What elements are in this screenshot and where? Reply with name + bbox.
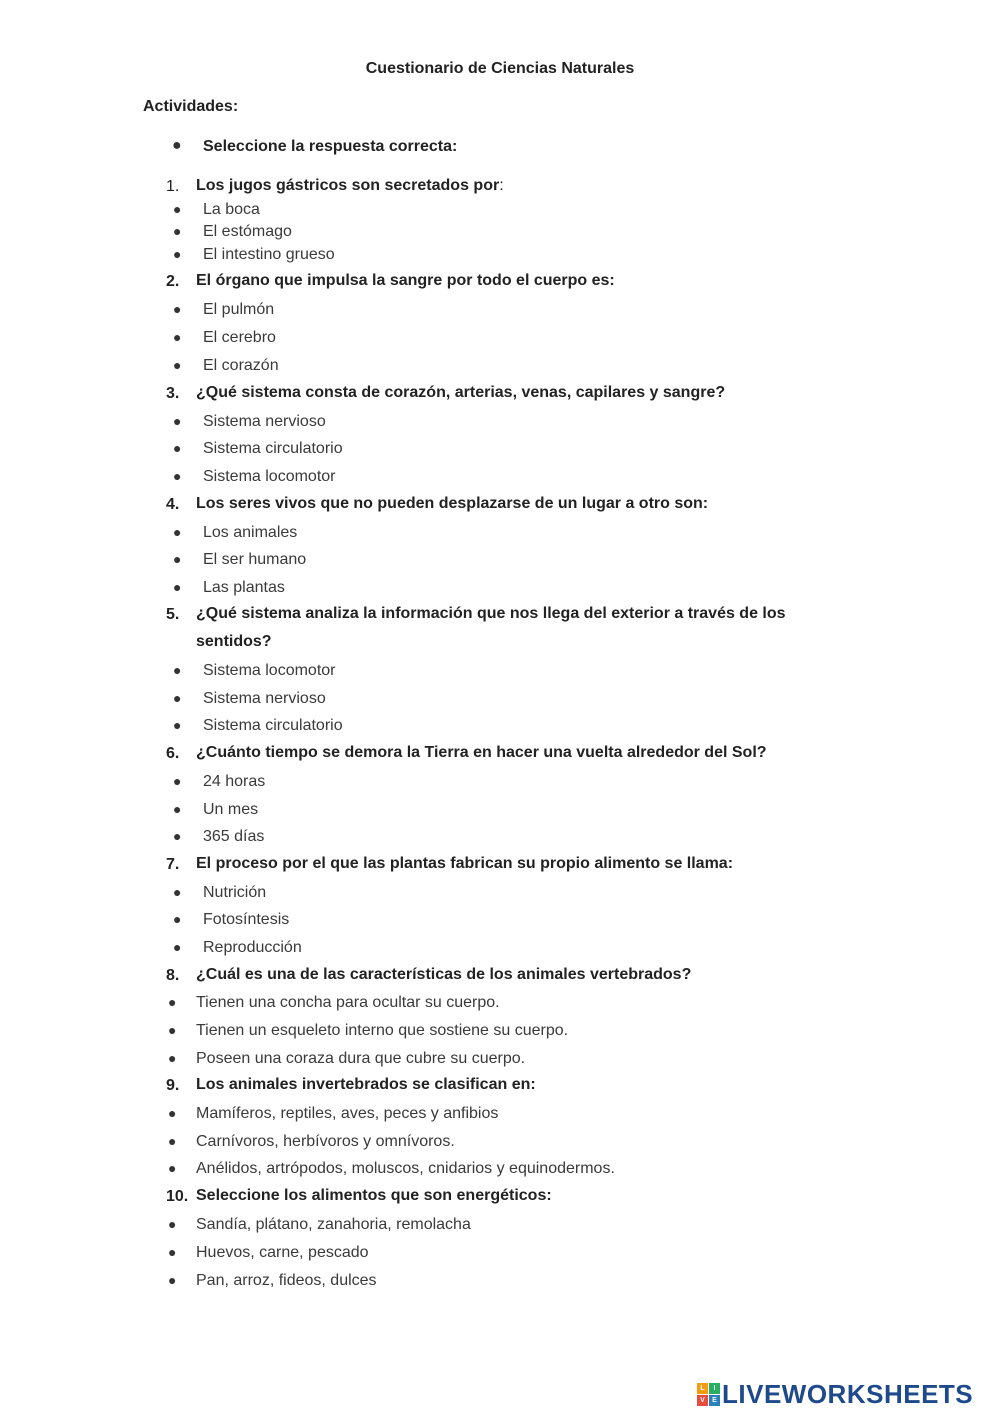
answer-option[interactable] bbox=[173, 690, 326, 708]
answer-option-label: El ser humano bbox=[203, 551, 307, 568]
answer-option[interactable] bbox=[173, 662, 336, 680]
question-text bbox=[196, 1071, 536, 1099]
answer-option-label: Huevos, carne, pescado bbox=[196, 1244, 369, 1261]
bullet-icon: ● bbox=[173, 223, 182, 239]
question-text bbox=[196, 490, 708, 518]
answer-option-label: Sistema locomotor bbox=[203, 662, 336, 679]
question-suffix: : bbox=[499, 177, 504, 194]
bullet-icon: ● bbox=[173, 773, 182, 789]
question-text bbox=[196, 379, 725, 407]
bullet-icon: ● bbox=[173, 440, 182, 456]
answer-option[interactable] bbox=[173, 828, 265, 846]
bullet-icon: ● bbox=[173, 662, 182, 678]
bullet-icon: ● bbox=[173, 939, 182, 955]
answer-option[interactable] bbox=[173, 717, 343, 735]
answer-option-label: Fotosíntesis bbox=[203, 911, 290, 928]
bullet-icon: ● bbox=[173, 717, 182, 733]
question-text bbox=[196, 600, 806, 656]
answer-option-label: Tienen un esqueleto interno que sostiene su cuerpo. bbox=[196, 1022, 569, 1039]
answer-option-label: La boca bbox=[203, 201, 260, 218]
answer-option-label: Las plantas bbox=[203, 579, 285, 596]
bullet-icon: ● bbox=[168, 1105, 177, 1121]
answer-option-label: El estómago bbox=[203, 223, 292, 240]
answer-option[interactable] bbox=[173, 939, 302, 957]
answer-option[interactable] bbox=[168, 1050, 526, 1068]
liveworksheets-logo-icon bbox=[697, 1383, 719, 1405]
bullet-icon: ● bbox=[173, 579, 182, 595]
question-number: 1. bbox=[166, 178, 180, 195]
question-label: ¿Cuánto tiempo se demora la Tierra en hacer una vuelta alrededor del Sol? bbox=[196, 744, 767, 761]
page-title: Cuestionario de Ciencias Naturales bbox=[365, 60, 635, 77]
logo-letter: I bbox=[709, 1383, 720, 1394]
bullet-icon: ● bbox=[173, 301, 182, 317]
question-number: 7. bbox=[166, 856, 180, 873]
answer-option-label: Anélidos, artrópodos, moluscos, cnidarios y equinodermos. bbox=[196, 1160, 615, 1177]
question-text bbox=[196, 739, 767, 767]
bullet-icon: ● bbox=[168, 1160, 177, 1176]
answer-option[interactable] bbox=[173, 524, 298, 542]
question-number: 2. bbox=[166, 273, 180, 290]
bullet-icon: ● bbox=[168, 1133, 177, 1149]
bullet-icon: ● bbox=[168, 1244, 177, 1260]
answer-option[interactable] bbox=[173, 468, 336, 486]
bullet-icon: ● bbox=[168, 994, 177, 1010]
answer-option-label: El pulmón bbox=[203, 301, 275, 318]
question-text bbox=[196, 1182, 552, 1210]
bullet-icon: ● bbox=[173, 246, 182, 262]
answer-option-label: Sistema circulatorio bbox=[203, 717, 343, 734]
bullet-icon: ● bbox=[168, 1216, 177, 1232]
bullet-icon: ● bbox=[173, 551, 182, 567]
question-number: 8. bbox=[166, 967, 180, 984]
answer-option[interactable] bbox=[173, 413, 326, 431]
answer-option-label: Mamíferos, reptiles, aves, peces y anfibios bbox=[196, 1105, 499, 1122]
watermark bbox=[697, 1378, 973, 1410]
question-number: 5. bbox=[166, 606, 180, 623]
question-number: 4. bbox=[166, 496, 180, 513]
answer-option-label: Pan, arroz, fideos, dulces bbox=[196, 1272, 377, 1289]
question-label: ¿Qué sistema analiza la información que nos llega del exterior a través de los sentidos? bbox=[196, 605, 786, 650]
answer-option-label: Sistema nervioso bbox=[203, 690, 326, 707]
question-number: 6. bbox=[166, 745, 180, 762]
answer-option[interactable] bbox=[168, 1133, 455, 1151]
bullet-icon: ● bbox=[173, 413, 182, 429]
question-number: 10. bbox=[166, 1188, 189, 1205]
bullet-icon: ● bbox=[168, 1050, 177, 1066]
answer-option-label: Sistema nervioso bbox=[203, 413, 326, 430]
bullet-icon: ● bbox=[168, 1272, 177, 1288]
question-label: Seleccione los alimentos que son energéticos: bbox=[196, 1187, 552, 1204]
answer-option[interactable] bbox=[173, 440, 343, 458]
question-label: Los jugos gástricos son secretados por bbox=[196, 177, 500, 194]
answer-option-label: Tienen una concha para ocultar su cuerpo. bbox=[196, 994, 500, 1011]
answer-option[interactable] bbox=[173, 551, 307, 569]
answer-option[interactable] bbox=[173, 201, 260, 219]
answer-option-label: 24 horas bbox=[203, 773, 266, 790]
answer-option-label: Sistema locomotor bbox=[203, 468, 336, 485]
answer-option-label: Sistema circulatorio bbox=[203, 440, 343, 457]
answer-option[interactable] bbox=[168, 1216, 471, 1234]
answer-option-label: El intestino grueso bbox=[203, 246, 335, 263]
question-label: ¿Qué sistema consta de corazón, arterias, venas, capilares y sangre? bbox=[196, 384, 726, 401]
answer-option[interactable] bbox=[173, 301, 275, 319]
bullet-icon: ● bbox=[173, 524, 182, 540]
question-number: 3. bbox=[166, 385, 180, 402]
answer-option[interactable] bbox=[168, 1272, 377, 1290]
bullet-icon: ● bbox=[173, 690, 182, 706]
section-heading: Actividades: bbox=[143, 98, 239, 115]
answer-option[interactable] bbox=[168, 1022, 569, 1040]
instruction-text: Seleccione la respuesta correcta: bbox=[203, 138, 458, 155]
question-text bbox=[196, 267, 615, 295]
question-label: ¿Cuál es una de las características de los animales vertebrados? bbox=[196, 966, 692, 983]
answer-option-label: Carnívoros, herbívoros y omnívoros. bbox=[196, 1133, 455, 1150]
answer-option[interactable] bbox=[168, 1244, 369, 1262]
answer-option[interactable] bbox=[168, 1160, 615, 1178]
answer-option-label: Reproducción bbox=[203, 939, 302, 956]
answer-option-label: El corazón bbox=[203, 357, 279, 374]
bullet-icon: ● bbox=[173, 801, 182, 817]
bullet-icon: ● bbox=[173, 357, 182, 373]
bullet-icon: ● bbox=[173, 468, 182, 484]
answer-option-label: El cerebro bbox=[203, 329, 276, 346]
answer-option[interactable] bbox=[173, 329, 276, 347]
answer-option-label: Los animales bbox=[203, 524, 298, 541]
question-text bbox=[196, 961, 691, 989]
question-label: Los seres vivos que no pueden desplazarse de un lugar a otro son: bbox=[196, 495, 709, 512]
question-text bbox=[196, 172, 504, 200]
logo-letter: L bbox=[697, 1383, 708, 1394]
bullet-icon: ● bbox=[168, 1022, 177, 1038]
question-number: 9. bbox=[166, 1077, 180, 1094]
answer-option[interactable] bbox=[173, 223, 292, 241]
answer-option[interactable] bbox=[173, 773, 266, 791]
answer-option[interactable] bbox=[173, 911, 290, 929]
question-label: El proceso por el que las plantas fabrican su propio alimento se llama: bbox=[196, 855, 734, 872]
logo-letter: E bbox=[709, 1395, 720, 1406]
answer-option[interactable] bbox=[173, 884, 267, 902]
bullet-icon: ● bbox=[172, 137, 182, 154]
answer-option[interactable] bbox=[173, 579, 285, 597]
answer-option[interactable] bbox=[168, 1105, 499, 1123]
answer-option[interactable] bbox=[173, 801, 259, 819]
bullet-icon: ● bbox=[173, 329, 182, 345]
answer-option-label: Un mes bbox=[203, 801, 259, 818]
logo-letter: V bbox=[697, 1395, 708, 1406]
bullet-icon: ● bbox=[173, 884, 182, 900]
bullet-icon: ● bbox=[173, 911, 182, 927]
watermark-text: LIVEWORKSHEETS bbox=[722, 1378, 974, 1409]
answer-option-label: Nutrición bbox=[203, 884, 267, 901]
answer-option-label: Sandía, plátano, zanahoria, remolacha bbox=[196, 1216, 471, 1233]
bullet-icon: ● bbox=[173, 828, 182, 844]
answer-option-label: Poseen una coraza dura que cubre su cuerpo. bbox=[196, 1050, 526, 1067]
bullet-icon: ● bbox=[173, 201, 182, 217]
answer-option[interactable] bbox=[173, 357, 279, 375]
question-label: El órgano que impulsa la sangre por todo el cuerpo es: bbox=[196, 272, 615, 289]
answer-option[interactable] bbox=[173, 246, 335, 264]
question-label: Los animales invertebrados se clasifican en: bbox=[196, 1076, 536, 1093]
answer-option[interactable] bbox=[168, 994, 500, 1012]
question-text bbox=[196, 850, 733, 878]
answer-option-label: 365 días bbox=[203, 828, 265, 845]
